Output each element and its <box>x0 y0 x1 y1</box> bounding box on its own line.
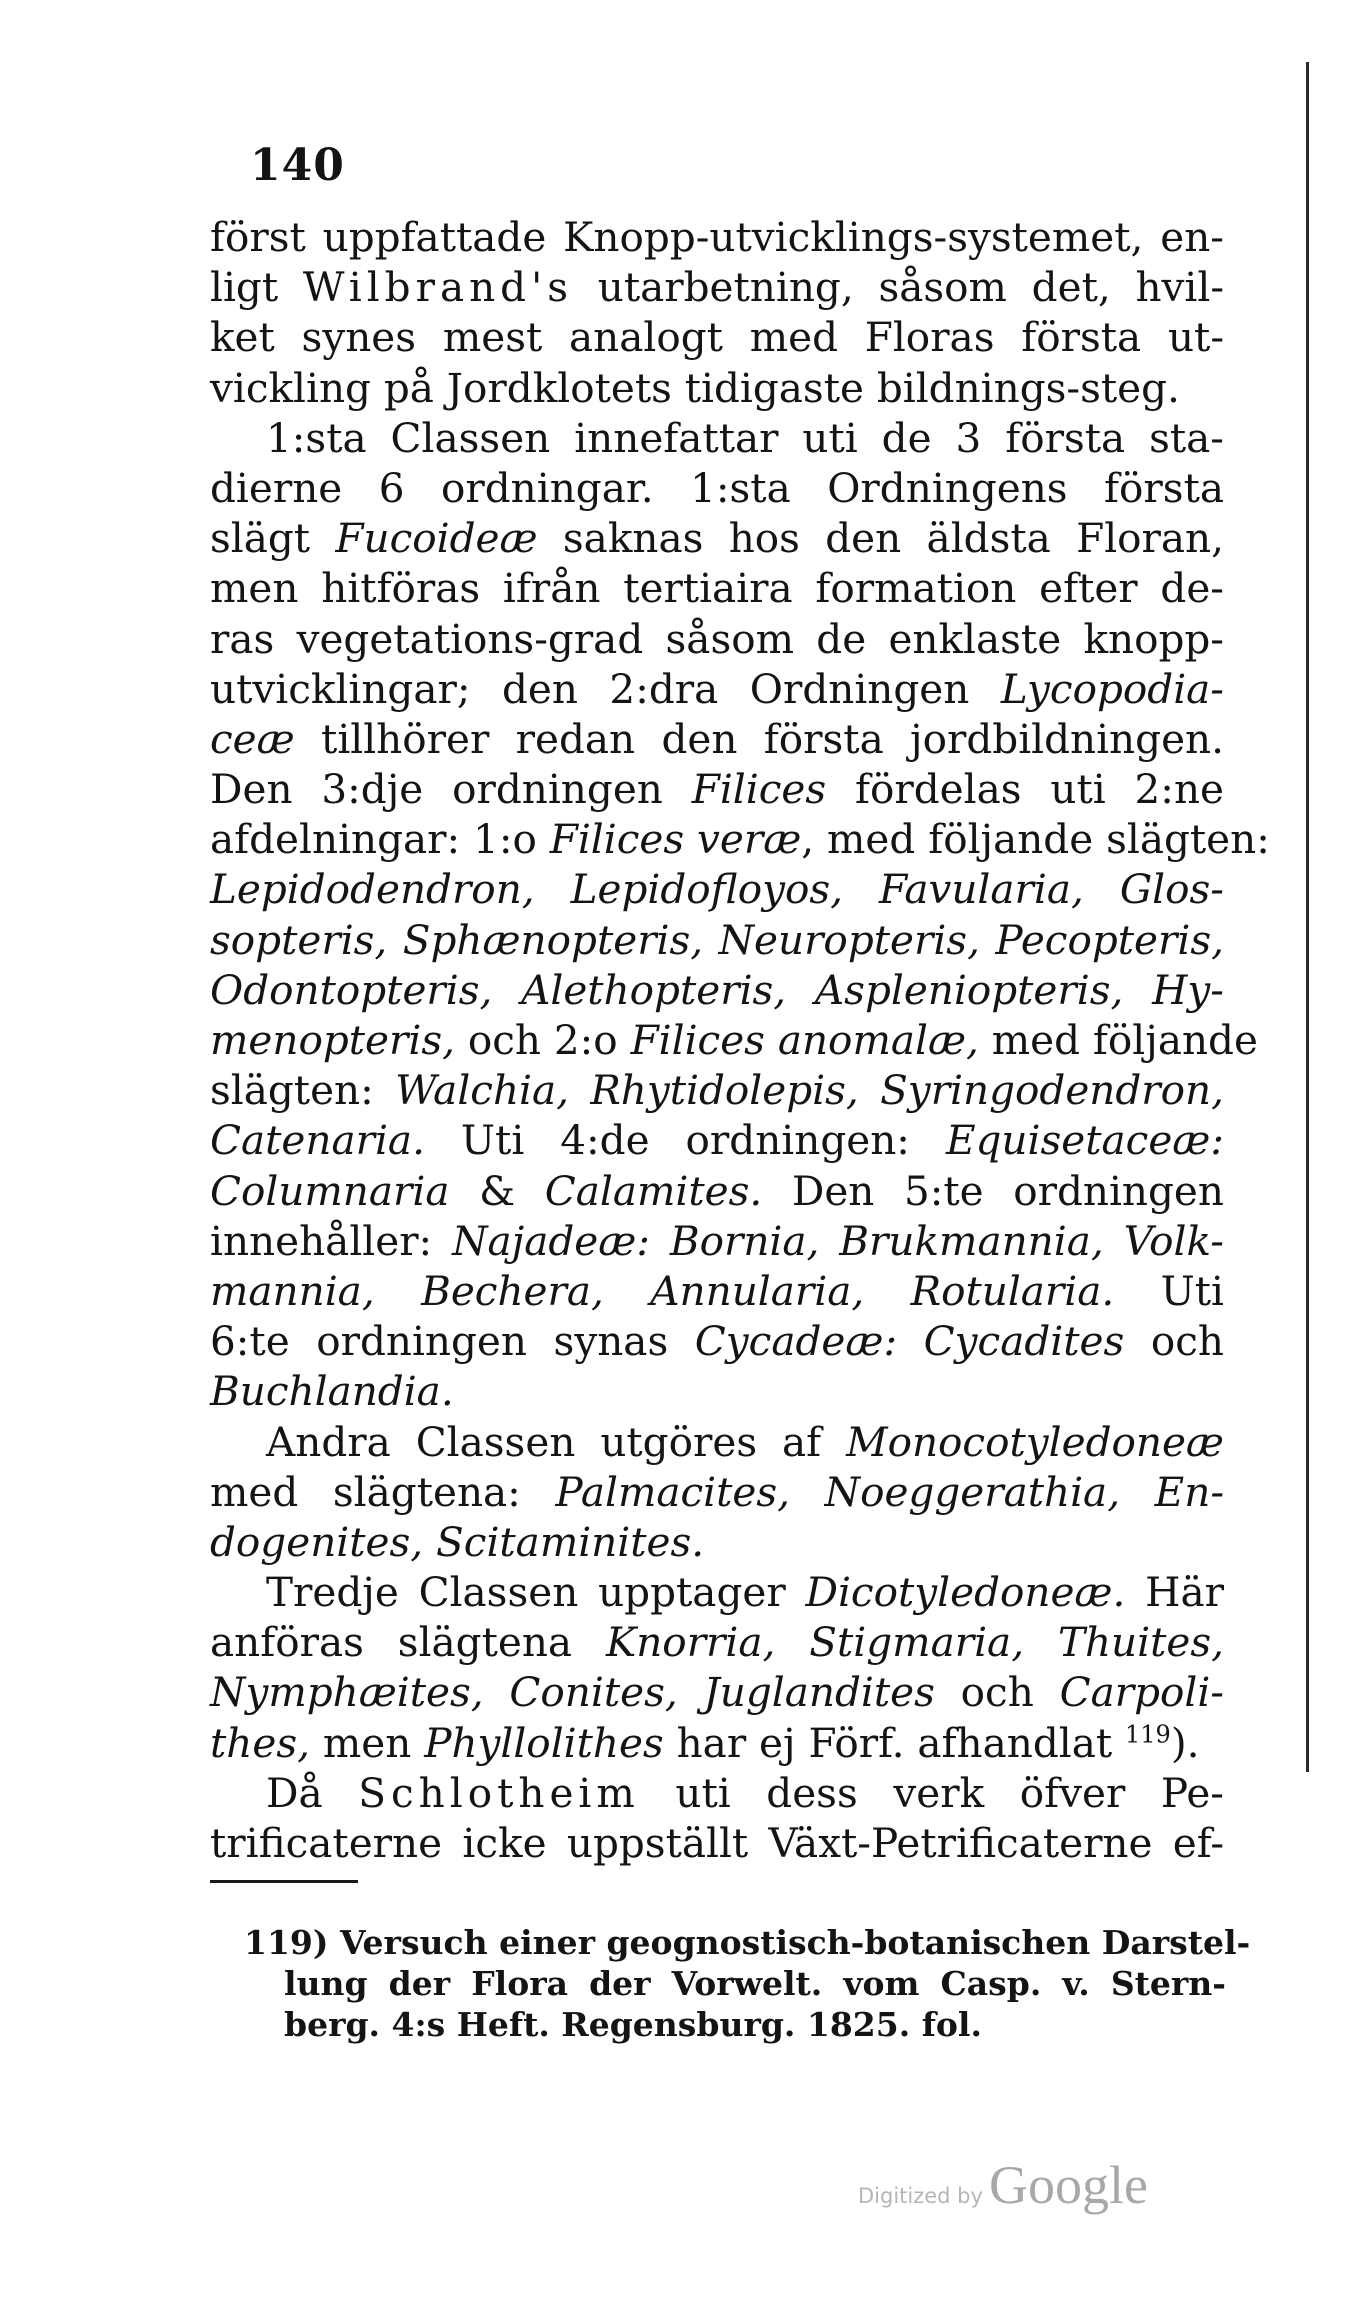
text-segment: och <box>1124 1317 1224 1366</box>
text-segment: med följande <box>978 1016 1258 1064</box>
text-segment: utvicklingar; den 2:dra Ordningen <box>210 664 1001 713</box>
text-line <box>210 965 1224 1015</box>
page-number: 140 <box>250 140 345 191</box>
text-segment: Wilbrand's <box>302 263 574 312</box>
text-segment: men <box>309 1718 425 1767</box>
text-segment: trificaterne icke uppställt Växt-Petrificaterne ef- <box>210 1819 1224 1867</box>
footnote <box>244 1922 1251 2045</box>
text-segment: ligt <box>210 263 303 312</box>
text-segment: Buchlandia. <box>210 1367 454 1416</box>
body-text <box>210 212 1270 1868</box>
text-segment: 6:te ordningen synas <box>210 1317 695 1366</box>
text-segment: ). <box>1170 1718 1200 1767</box>
text-segment: Här <box>1125 1568 1224 1617</box>
text-segment: Nymphæites, Conites, Juglandites <box>210 1668 935 1717</box>
text-line <box>210 1517 1224 1567</box>
text-segment: ket synes mest analogt med Floras första ut- <box>210 313 1224 362</box>
text-segment: Filices <box>691 765 827 814</box>
text-line <box>210 764 1224 814</box>
text-line <box>210 714 1224 764</box>
text-line <box>210 262 1224 312</box>
text-segment: uti dess verk öfver Pe- <box>639 1768 1224 1817</box>
text-line <box>210 1115 1224 1165</box>
text-segment: 119 <box>1125 1720 1171 1749</box>
footnote-line: lung der Flora der Vorwelt. vom Casp. v. Stern- <box>284 1964 1226 2003</box>
text-segment: Tredje Classen upptager <box>266 1568 806 1617</box>
text-segment: och 2:o <box>454 1016 631 1064</box>
text-line <box>210 814 1270 864</box>
text-segment: slägt <box>210 514 336 563</box>
text-segment: Lepidodendron, Lepidofloyos, Favularia, Glos- <box>210 865 1224 914</box>
text-segment: 1:sta Classen innefattar uti de 3 första sta- <box>266 413 1224 462</box>
text-segment: Cycadeæ: Cycadites <box>694 1317 1125 1366</box>
footnote-separator <box>210 1880 358 1883</box>
text-segment: har ej Förf. afhandlat <box>663 1718 1125 1767</box>
text-segment: Odontopteris, Alethopteris, Aspleniopteris, Hy- <box>210 965 1224 1014</box>
text-segment: vickling på Jordklotets tidigaste bildnings-steg. <box>210 363 1180 412</box>
text-segment: Knorria, Stigmaria, Thuites, <box>605 1618 1224 1667</box>
text-segment: Catenaria. <box>210 1116 425 1165</box>
text-line <box>210 513 1224 563</box>
text-segment: Den 3:dje ordningen <box>210 765 692 814</box>
text-line <box>210 413 1224 463</box>
text-segment: Dicotyledoneæ. <box>805 1568 1126 1617</box>
page-edge-rule <box>1306 62 1309 1772</box>
text-segment: dierne 6 ordningar. 1:sta Ordningens första <box>210 463 1224 512</box>
text-line <box>210 363 1224 413</box>
text-segment: och <box>934 1668 1060 1717</box>
text-segment: Filices anomalæ, <box>630 1016 979 1064</box>
google-logo: Google <box>988 2155 1148 2215</box>
text-segment: ceæ <box>210 714 295 763</box>
text-segment: Equisetaceæ: <box>945 1116 1224 1165</box>
watermark-label: Digitized by <box>858 2184 983 2208</box>
footnote-line: berg. 4:s Heft. Regensburg. 1825. fol. <box>284 2005 982 2044</box>
text-segment: saknas hos den äldsta Floran, <box>537 514 1224 563</box>
text-line <box>210 463 1224 513</box>
text-segment: afdelningar: 1:o <box>210 815 550 864</box>
text-segment: sopteris, Sphænopteris, Neuropteris, Pecopteris, <box>210 915 1224 964</box>
text-line <box>210 1818 1224 1868</box>
text-segment: & <box>449 1166 545 1215</box>
text-segment: tillhörer redan den första jordbildningen. <box>294 714 1224 763</box>
text-line <box>210 1467 1224 1517</box>
text-segment: Fucoideæ <box>335 514 538 563</box>
text-line <box>210 1567 1224 1617</box>
text-segment: med slägtena: <box>210 1467 556 1516</box>
text-segment: men hitföras ifrån tertiaira formation efter de- <box>210 564 1224 613</box>
text-segment: Walchia, Rhytidolepis, Syringodendron, <box>395 1066 1224 1115</box>
text-segment: Najadeæ: Bornia, Brukmannia, Volk- <box>452 1216 1224 1265</box>
text-segment: , med följande slägten: <box>801 815 1270 864</box>
text-segment: Monocotyledoneæ <box>846 1417 1224 1466</box>
text-segment: Columnaria <box>210 1166 450 1215</box>
text-segment: anföras slägtena <box>210 1618 606 1667</box>
text-segment: Uti 4:de ordningen: <box>424 1116 946 1165</box>
text-line <box>210 664 1224 714</box>
text-segment: Schlotheim <box>358 1768 640 1817</box>
text-segment: thes, <box>210 1718 310 1767</box>
text-line <box>210 1015 1258 1065</box>
text-segment: Carpoli- <box>1059 1668 1224 1717</box>
text-segment: Den 5:te ordningen <box>762 1166 1224 1215</box>
text-line <box>210 614 1224 664</box>
text-segment: först uppfattade Knopp-utvicklings-systemet, en- <box>210 213 1224 261</box>
text-segment: menopteris, <box>210 1016 455 1064</box>
text-segment: Phyllolithes <box>424 1718 664 1767</box>
footnote-line: 119) Versuch einer geognostisch-botanischen Darstel- <box>244 1923 1251 1962</box>
text-line <box>210 1718 1224 1768</box>
text-line <box>210 1316 1224 1366</box>
text-line <box>210 1617 1224 1667</box>
text-segment: Calamites. <box>544 1166 763 1215</box>
text-segment: mannia, Bechera, Annularia, Rotularia. <box>210 1266 1115 1315</box>
text-segment: ras vegetations-grad såsom de enklaste knopp- <box>210 614 1224 663</box>
text-line <box>210 915 1224 965</box>
text-segment: innehåller: <box>210 1216 453 1265</box>
text-segment: slägten: <box>210 1066 396 1115</box>
text-line <box>210 212 1224 262</box>
text-line <box>210 1065 1224 1115</box>
text-segment: Då <box>266 1768 359 1817</box>
text-segment: Andra Classen utgöres af <box>266 1417 847 1466</box>
text-line <box>210 312 1224 362</box>
text-segment: Filices veræ <box>549 815 802 864</box>
text-line <box>210 1366 1224 1416</box>
text-line <box>210 1667 1224 1717</box>
text-segment: Palmacites, Noeggerathia, En- <box>555 1467 1224 1516</box>
text-segment: Lycopodia- <box>1000 664 1224 713</box>
text-line <box>210 1216 1224 1266</box>
text-line <box>210 1266 1224 1316</box>
text-segment: dogenites, Scitaminites. <box>210 1517 705 1566</box>
text-segment: fördelas uti 2:ne <box>826 765 1224 814</box>
text-line <box>210 1417 1224 1467</box>
text-line <box>210 1768 1224 1818</box>
text-segment: Uti <box>1114 1266 1224 1315</box>
text-line <box>210 563 1224 613</box>
text-segment: utarbetning, såsom det, hvil- <box>573 263 1225 312</box>
digitized-watermark <box>858 2154 1148 2216</box>
text-line <box>210 1166 1224 1216</box>
text-line <box>210 864 1224 914</box>
